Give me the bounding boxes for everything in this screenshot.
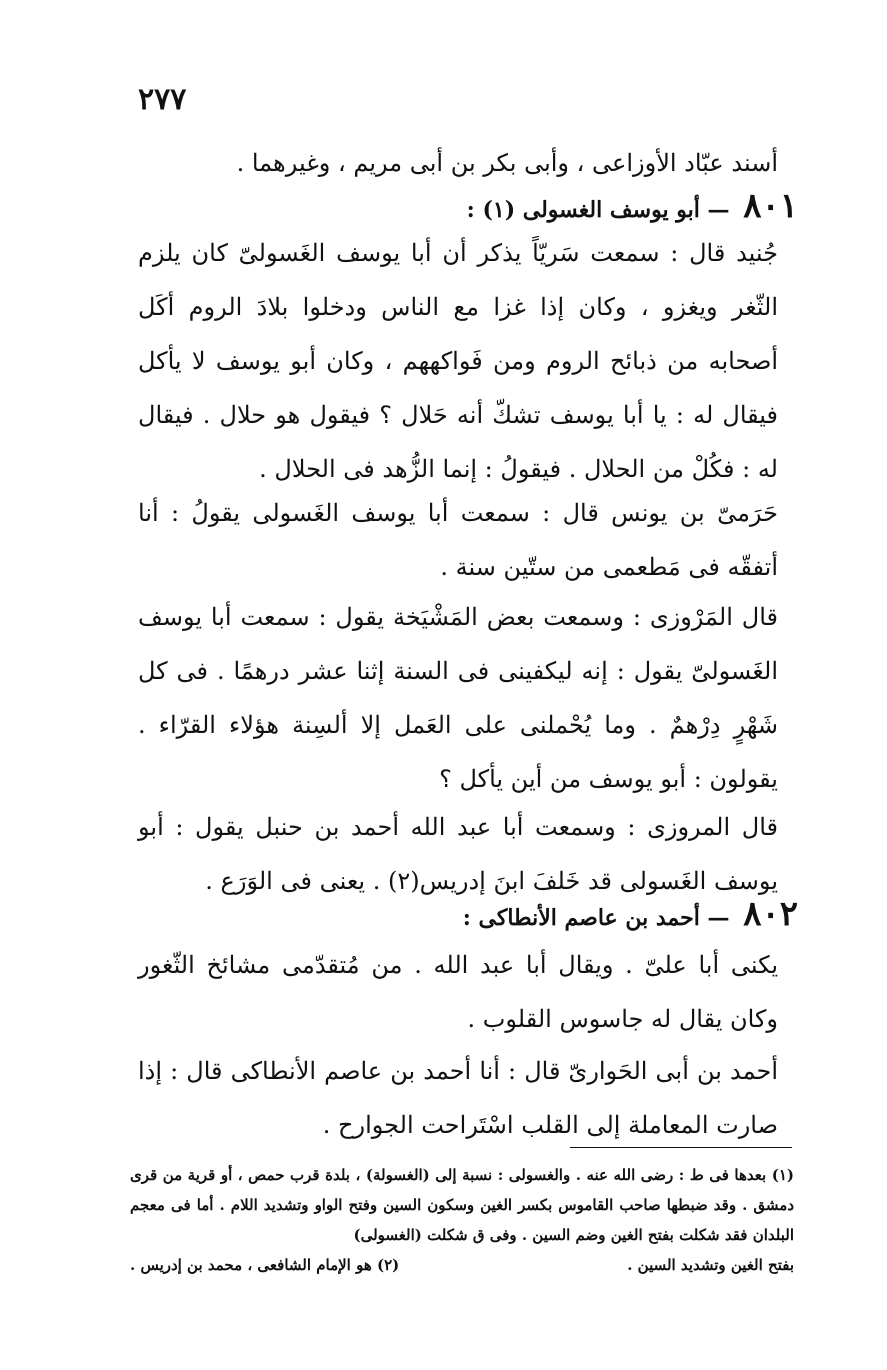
paragraph-text: جُنيد قال : سمعت سَريّاً يذكر أن أبا يوسف الغَسولىّ كان يلزم الثّغر ويغزو ، وكان إذا غزا مع الناس ودخلوا بلادَ الروم أكَل أصحابه من ذبائح الروم ومن فَواكههم ، وكان أبو يوسف لا يأكل فيقال له : يا أبا يوسف تشكّ أنه حَلال ؟ فيقول هو حلال . فيقال له : فكُلْ من الحلال . فيقولُ : إنما الزُّهد فى الحلال . xyxy=(138,239,778,483)
entry-dash: — xyxy=(707,197,730,223)
entry-802-paragraph-1 xyxy=(138,938,778,1046)
footnote-divider xyxy=(570,1147,792,1148)
entry-number: ٨٠١ xyxy=(743,186,798,226)
footnote-1: (١) بعدها فى ط : رضى الله عنه . والغسولى : نسبة إلى (الغسولة) ، بلدة قرب حمص ، أو قرية من قرى دمشق . وقد ضبطها صاحب القاموس بكسر الغين وسكون السين وفتح الواو وتشديد اللام . أما فى معجم البلدان فقد شكلت بفتح الغين وضم السين . وفى ق شكلت (الغسولى) xyxy=(130,1166,794,1244)
footnote-1-end: بفتح الغين وتشديد السين . xyxy=(627,1256,794,1274)
entry-heading-801 xyxy=(138,186,798,226)
entry-name: أبو يوسف الغسولى (١) : xyxy=(466,197,700,223)
entry-801-paragraph-1 xyxy=(138,226,778,496)
page-number: ٢٧٧ xyxy=(138,82,187,117)
entry-dash: — xyxy=(707,905,730,931)
footnote-2: (٢) هو الإمام الشافعى ، محمد بن إدريس . xyxy=(130,1256,400,1274)
entry-heading-802 xyxy=(138,894,798,934)
entry-801-paragraph-2 xyxy=(138,486,778,594)
lead-paragraph xyxy=(138,140,778,186)
entry-801-paragraph-4 xyxy=(138,800,778,908)
entry-802-paragraph-2 xyxy=(138,1044,778,1152)
paragraph-text: أحمد بن أبى الحَوارىّ قال : أنا أحمد بن عاصم الأنطاكى قال : إذا صارت المعاملة إلى القلب اسْتَراحت الجوارح . xyxy=(138,1057,778,1139)
entry-number: ٨٠٢ xyxy=(743,894,798,934)
paragraph-text: قال المَرْوزى : وسمعت بعض المَشْيَخة يقول : سمعت أبا يوسف الغَسولىّ يقول : إنه ليكفينى فى السنة إثنا عشر درهمًا . فى كل شَهْرٍ دِرْهمٌ . وما يُحْملنى على العَمل إلا ألسِنة هؤلاء القرّاء . يقولون : أبو يوسف من أين يأكل ؟ xyxy=(138,603,778,793)
paragraph-text: يكنى أبا علىّ . ويقال أبا عبد الله . من مُتقدّمى مشائخ الثّغور وكان يقال له جاسوس القلوب . xyxy=(138,951,778,1033)
entry-801-paragraph-3 xyxy=(138,590,778,806)
paragraph-text: قال المروزى : وسمعت أبا عبد الله أحمد بن حنبل يقول : أبو يوسف الغَسولى قد خَلفَ ابنَ إدريس(٢) . يعنى فى الوَرَع . xyxy=(138,813,778,895)
paragraph-text: حَرَمىّ بن يونس قال : سمعت أبا يوسف الغَسولى يقولُ : أنا أتفقّه فى مَطعمى من ستّين سنة . xyxy=(138,499,778,581)
footnote-last-line xyxy=(130,1250,794,1280)
entry-name: أحمد بن عاصم الأنطاكى : xyxy=(462,905,700,931)
lead-text: أسند عبّاد الأوزاعى ، وأبى بكر بن أبى مريم ، وغيرهما . xyxy=(236,149,778,177)
footnotes xyxy=(130,1160,794,1280)
